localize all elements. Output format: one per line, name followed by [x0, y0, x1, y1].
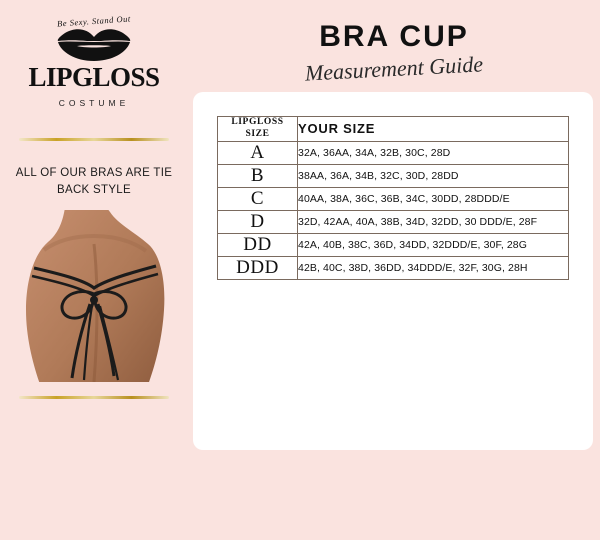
header-lipgloss-size	[218, 117, 298, 142]
cup-label: C	[218, 187, 298, 210]
brand-subtitle: COSTUME	[58, 98, 130, 108]
size-table-card	[193, 92, 593, 450]
size-list: 38AA, 36A, 34B, 32C, 30D, 28DD	[298, 164, 569, 187]
guide-column	[188, 0, 600, 540]
size-list: 32D, 42AA, 40A, 38B, 34D, 32DD, 30 DDD/E, 28F	[298, 210, 569, 233]
gold-divider-top	[19, 138, 169, 141]
cup-label: DDD	[218, 256, 298, 279]
header-line-2: SIZE	[245, 128, 270, 139]
brand-name: LIPGLOSS	[28, 62, 160, 92]
lips-icon	[57, 28, 131, 62]
tie-back-bra-photo	[14, 210, 174, 382]
header-your-size: YOUR SIZE	[298, 117, 569, 142]
table-row	[218, 164, 569, 187]
table-row	[218, 141, 569, 164]
table-row	[218, 210, 569, 233]
brand-column	[0, 0, 188, 540]
table-row	[218, 256, 569, 279]
brand-tagline: Be Sexy. Stand Out	[56, 13, 132, 29]
cup-label: B	[218, 164, 298, 187]
page-title: BRA CUP	[319, 20, 469, 53]
page-subtitle: Measurement Guide	[304, 51, 484, 86]
table-row	[218, 233, 569, 256]
size-list: 42B, 40C, 38D, 36DD, 34DDD/E, 32F, 30G, 28H	[298, 256, 569, 279]
table-row	[218, 187, 569, 210]
size-list: 32A, 36AA, 34A, 32B, 30C, 28D	[298, 141, 569, 164]
tie-back-note: ALL OF OUR BRAS ARE TIE BACK STYLE	[15, 167, 173, 197]
table-header-row	[218, 117, 569, 142]
cup-label: A	[218, 141, 298, 164]
gold-divider-bottom	[19, 396, 169, 399]
header-line-1: LIPGLOSS	[231, 117, 284, 127]
cup-label: DD	[218, 233, 298, 256]
bra-cup-size-table	[217, 116, 569, 280]
size-list: 42A, 40B, 38C, 36D, 34DD, 32DDD/E, 30F, 28G	[298, 233, 569, 256]
cup-label: D	[218, 210, 298, 233]
size-list: 40AA, 38A, 36C, 36B, 34C, 30DD, 28DDD/E	[298, 187, 569, 210]
